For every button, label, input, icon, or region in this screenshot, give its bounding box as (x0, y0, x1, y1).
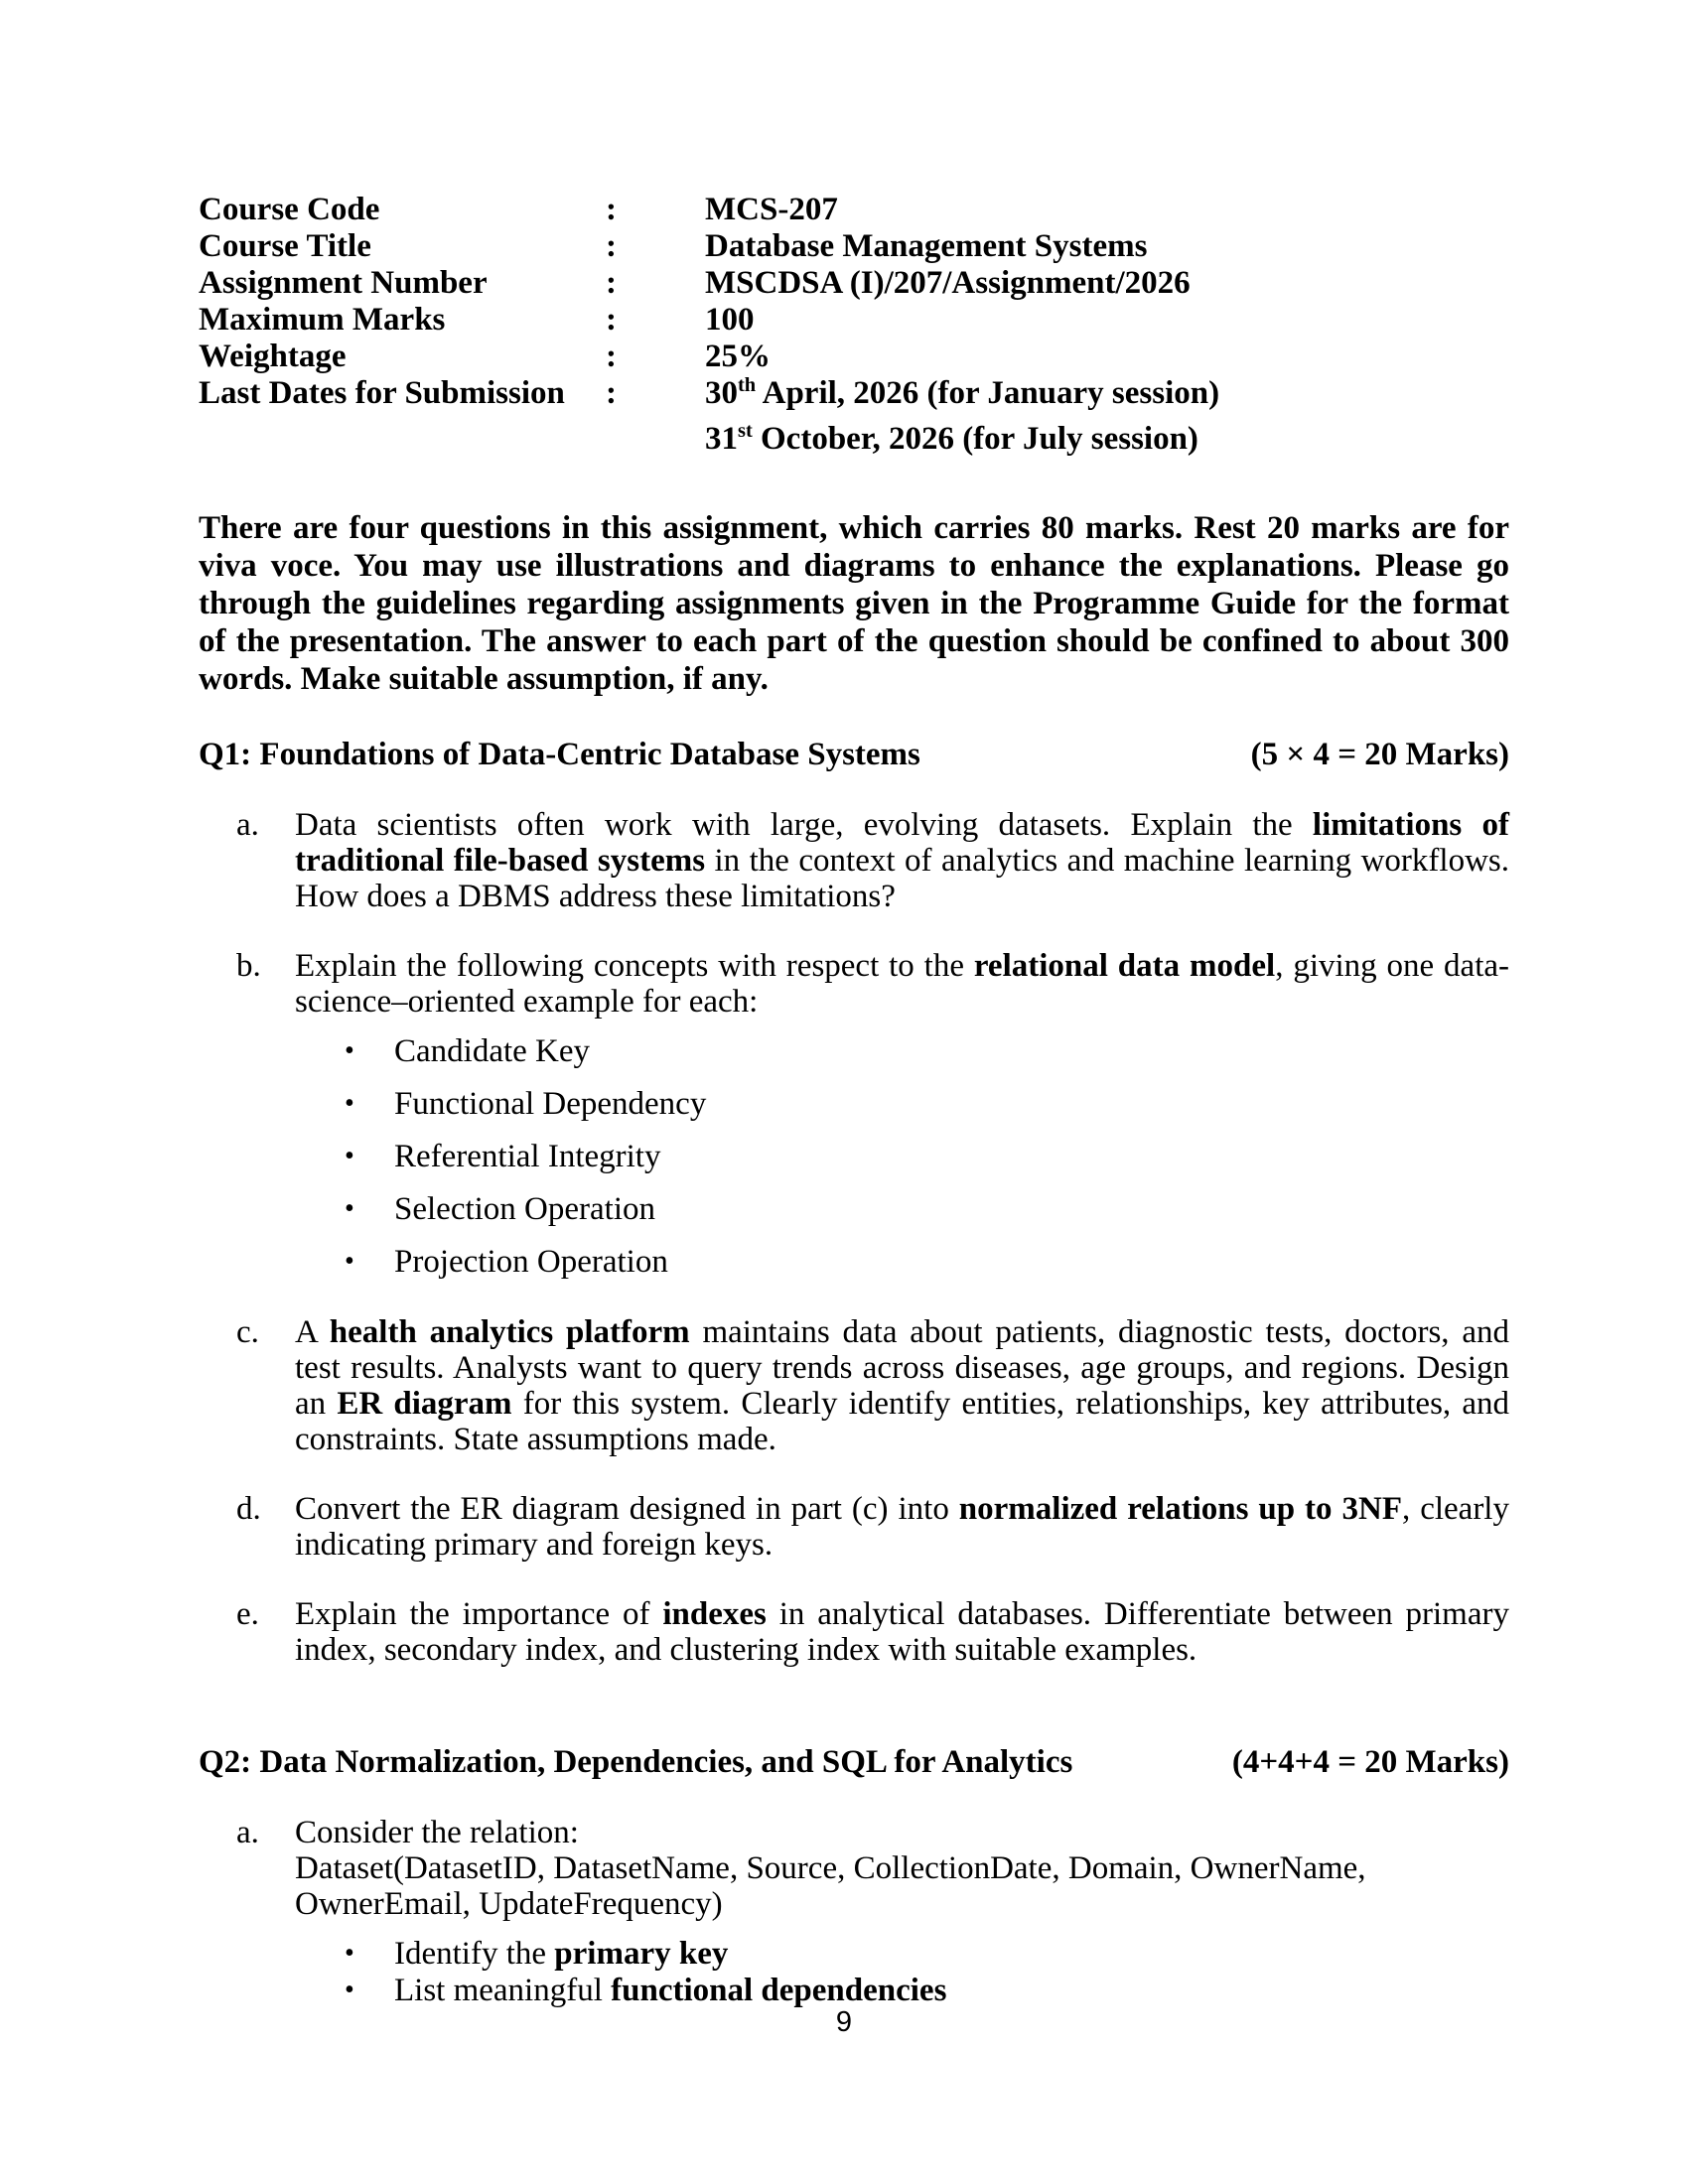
course-meta-table (199, 192, 1509, 458)
question-item (199, 1314, 1509, 1457)
question-marks: (4+4+4 = 20 Marks) (1231, 1744, 1509, 1780)
item-label: d. (236, 1491, 261, 1527)
text-run: Referential Integrity (394, 1139, 661, 1174)
meta-colon: : (606, 265, 617, 301)
meta-label: Course Title (199, 228, 371, 264)
text-run: 100 (705, 302, 755, 338)
bullet-text (394, 1139, 660, 1174)
meta-value (705, 192, 838, 228)
question-title: Q1: Foundations of Data-Centric Database Systems (199, 737, 920, 772)
text-run: A (295, 1314, 330, 1350)
question-item (199, 948, 1509, 1281)
item-label: a. (236, 807, 259, 843)
text-run: 31 (705, 421, 738, 457)
item-body (295, 1815, 1509, 2009)
bullet-item (295, 1973, 1509, 2009)
question-section-q2 (199, 1743, 1509, 2009)
bullet-text (394, 1973, 946, 2008)
question-marks: (5 × 4 = 20 Marks) (1250, 737, 1509, 772)
bullet-icon: • (345, 1246, 354, 1277)
item-paragraph (295, 1491, 1509, 1563)
bold-text: normalized relations up to 3NF (958, 1491, 1402, 1527)
text-run: MSCDSA (I)/207/Assignment/2026 (705, 265, 1191, 301)
bullet-icon: • (345, 1938, 354, 1969)
item-body (295, 1596, 1509, 1668)
bullet-item (295, 1086, 1509, 1123)
item-label: a. (236, 1815, 259, 1850)
meta-label: Maximum Marks (199, 302, 446, 338)
text-run: Functional Dependency (394, 1086, 707, 1122)
text-run: Explain the importance of (295, 1596, 663, 1632)
item-label: b. (236, 948, 261, 984)
text-run: List meaningful (394, 1973, 612, 2008)
meta-row (199, 228, 1509, 265)
text-run: Convert the ER diagram designed in part (c) into (295, 1491, 959, 1527)
item-body (295, 1314, 1509, 1457)
question-item (199, 1596, 1509, 1668)
meta-value (705, 302, 755, 339)
bullet-item (295, 1139, 1509, 1175)
text-run: Projection Operation (394, 1244, 668, 1280)
bullet-icon: • (345, 1035, 354, 1066)
meta-row (199, 421, 1509, 458)
meta-row (199, 192, 1509, 228)
question-heading (199, 736, 1509, 773)
superscript-text: st (738, 420, 753, 442)
text-run: 25% (705, 339, 771, 374)
bullet-text (394, 1244, 668, 1280)
bold-text: ER diagram (337, 1386, 512, 1422)
meta-colon: : (606, 228, 617, 264)
meta-label: Weightage (199, 339, 347, 374)
bullet-list (295, 1033, 1509, 1281)
item-body (295, 807, 1509, 914)
bullet-icon: • (345, 1193, 354, 1224)
meta-value (705, 421, 1198, 458)
question-title: Q2: Data Normalization, Dependencies, and SQL for Analytics (199, 1744, 1073, 1780)
bold-text: health analytics platform (329, 1314, 690, 1350)
meta-row (199, 375, 1509, 412)
meta-row (199, 339, 1509, 375)
meta-label: Course Code (199, 192, 380, 227)
meta-colon: : (606, 192, 617, 227)
text-run: Database Management Systems (705, 228, 1148, 264)
bullet-text (394, 1936, 728, 1972)
text-run: in the context of analytics and machine learning workflows. How does a DBMS address these limitations? (295, 843, 1509, 914)
bullet-icon: • (345, 1975, 354, 2005)
question-item (199, 807, 1509, 914)
text-run: , giving one data-science–oriented example for each: (295, 948, 1510, 1020)
item-label: c. (236, 1314, 259, 1350)
item-paragraph (295, 1596, 1509, 1668)
question-item (199, 1815, 1509, 2009)
text-run: for this system. Clearly identify entities, relationships, key attributes, and constraints. State assumptions made. (295, 1386, 1509, 1457)
text-run: in analytical databases. Differentiate between primary index, secondary index, and clustering index with suitable examples. (295, 1596, 1509, 1668)
bold-text: relational data model (973, 948, 1276, 984)
meta-colon: : (606, 339, 617, 374)
meta-colon: : (606, 302, 617, 338)
bold-text: primary key (554, 1936, 729, 1972)
bullet-icon: • (345, 1088, 354, 1119)
meta-value (705, 228, 1147, 265)
superscript-text: th (738, 374, 757, 396)
bullet-text (394, 1033, 590, 1069)
item-body (295, 1491, 1509, 1563)
bullet-list (295, 1936, 1509, 2009)
text-run: 30 (705, 375, 738, 411)
meta-label: Assignment Number (199, 265, 488, 301)
text-run: , clearly indicating primary and foreign keys. (295, 1491, 1509, 1563)
text-run: Consider the relation: (295, 1815, 579, 1850)
text-run: Candidate Key (394, 1033, 591, 1069)
meta-value (705, 339, 771, 375)
bullet-text (394, 1191, 655, 1227)
text-run: maintains data about patients, diagnostic tests, doctors, and test results. Analysts want to query trends across diseases, age groups, and regions. Design an (295, 1314, 1509, 1422)
meta-row (199, 265, 1509, 302)
text-run: Dataset(DatasetID, DatasetName, Source, CollectionDate, Domain, OwnerName, OwnerEmail, UpdateFrequency) (295, 1850, 1366, 1922)
item-body (295, 948, 1509, 1281)
text-run: Explain the following concepts with respect to the (295, 948, 974, 984)
meta-value (705, 265, 1191, 302)
meta-label: Last Dates for Submission (199, 375, 565, 411)
meta-colon: : (606, 375, 617, 411)
item-paragraph (295, 807, 1509, 914)
item-paragraph (295, 1314, 1509, 1457)
item-paragraph (295, 948, 1509, 1020)
item-paragraph (295, 1815, 1509, 1850)
text-run: Identify the (394, 1936, 555, 1972)
intro-paragraph: There are four questions in this assignment, which carries 80 marks. Rest 20 marks are for viva voce. You may use illustrations and diagrams to enhance the explanations. Please go through the guidelines regarding assignments given in the Programme Guide for the format of the presentation. The answer to each part of the question should be confined to about 300 words. Make suitable assumption, if any. (199, 510, 1509, 697)
text-run: October, 2026 (for July session) (752, 421, 1198, 457)
meta-row (199, 302, 1509, 339)
bold-text: indexes (662, 1596, 767, 1632)
bold-text: limitations of traditional file-based systems (295, 807, 1510, 879)
text-run: April, 2026 (for January session) (756, 375, 1220, 411)
question-section-q1 (199, 736, 1509, 1668)
questions-container (199, 736, 1509, 2009)
item-paragraph (295, 1850, 1509, 1922)
text-run: Data scientists often work with large, evolving datasets. Explain the (295, 807, 1313, 843)
text-run: Selection Operation (394, 1191, 656, 1227)
page-number: 9 (835, 2006, 853, 2038)
bullet-item (295, 1191, 1509, 1228)
bullet-item (295, 1244, 1509, 1281)
bold-text: functional dependencies (611, 1973, 947, 2008)
bullet-text (394, 1086, 706, 1122)
bullet-item (295, 1936, 1509, 1973)
item-label: e. (236, 1596, 259, 1632)
meta-value (705, 375, 1219, 412)
question-item (199, 1491, 1509, 1563)
text-run: MCS-207 (705, 192, 838, 227)
question-heading (199, 1743, 1509, 1781)
bullet-icon: • (345, 1141, 354, 1171)
bullet-item (295, 1033, 1509, 1070)
